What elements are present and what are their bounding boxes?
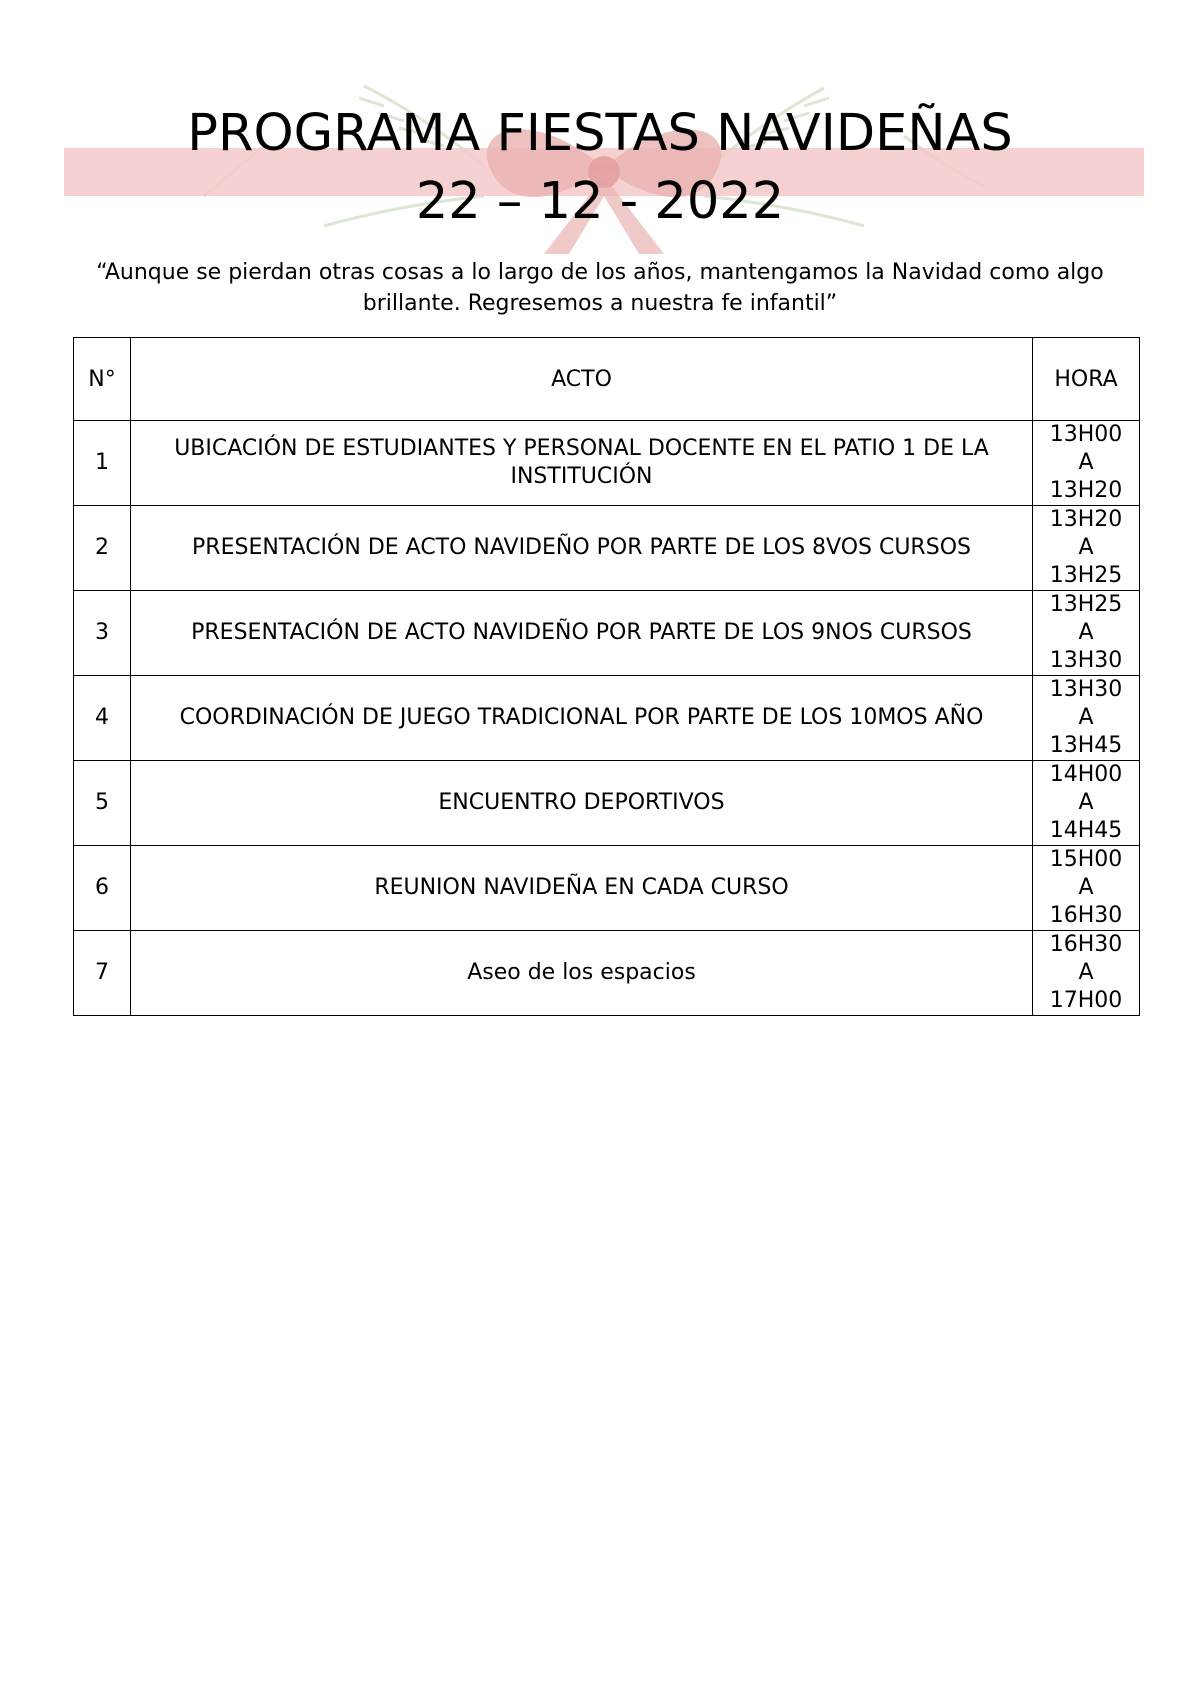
row-acto: Aseo de los espacios (131, 931, 1033, 1016)
row-hora (1033, 506, 1140, 591)
row-num: 6 (74, 846, 131, 931)
table-header-row (74, 338, 1140, 421)
row-acto: UBICACIÓN DE ESTUDIANTES Y PERSONAL DOCENTE EN EL PATIO 1 DE LA INSTITUCIÓN (131, 421, 1033, 506)
hora-start: 13H30 (1049, 677, 1123, 702)
row-hora (1033, 761, 1140, 846)
row-num: 5 (74, 761, 131, 846)
hora-sep: A (1078, 790, 1094, 815)
row-num: 4 (74, 676, 131, 761)
program-table (73, 337, 1140, 1016)
table-row (74, 591, 1140, 676)
hora-start: 15H00 (1049, 847, 1123, 872)
hora-sep: A (1078, 875, 1094, 900)
row-num: 7 (74, 931, 131, 1016)
table-row (74, 761, 1140, 846)
header-hora: HORA (1033, 338, 1140, 421)
hora-sep: A (1078, 705, 1094, 730)
row-hora (1033, 931, 1140, 1016)
table-row (74, 676, 1140, 761)
quote-text: “Aunque se pierdan otras cosas a lo largo de los años, mantengamos la Navidad como algo brillante. Regresemos a nuestra fe infantil” (96, 260, 1104, 316)
row-acto: REUNION NAVIDEÑA EN CADA CURSO (131, 846, 1033, 931)
hora-end: 14H45 (1049, 818, 1123, 843)
table-row (74, 931, 1140, 1016)
hora-sep: A (1078, 535, 1094, 560)
hora-end: 13H20 (1049, 478, 1123, 503)
row-num: 1 (74, 421, 131, 506)
hora-sep: A (1078, 450, 1094, 475)
hora-end: 13H25 (1049, 563, 1123, 588)
hora-start: 13H25 (1049, 592, 1123, 617)
row-hora (1033, 846, 1140, 931)
hora-end: 13H45 (1049, 733, 1123, 758)
title-line-2: 22 – 12 - 2022 (415, 172, 785, 231)
hora-sep: A (1078, 620, 1094, 645)
hora-start: 13H20 (1049, 507, 1123, 532)
hora-end: 17H00 (1049, 988, 1123, 1013)
row-num: 2 (74, 506, 131, 591)
table-row (74, 506, 1140, 591)
row-hora (1033, 591, 1140, 676)
page-title (0, 100, 1200, 236)
hora-end: 13H30 (1049, 648, 1123, 673)
header-acto: ACTO (131, 338, 1033, 421)
hora-start: 13H00 (1049, 422, 1123, 447)
hora-sep: A (1078, 960, 1094, 985)
row-acto: PRESENTACIÓN DE ACTO NAVIDEÑO POR PARTE DE LOS 8VOS CURSOS (131, 506, 1033, 591)
row-acto: PRESENTACIÓN DE ACTO NAVIDEÑO POR PARTE DE LOS 9NOS CURSOS (131, 591, 1033, 676)
table-row (74, 421, 1140, 506)
hora-start: 16H30 (1049, 932, 1123, 957)
row-acto: COORDINACIÓN DE JUEGO TRADICIONAL POR PARTE DE LOS 10MOS AÑO (131, 676, 1033, 761)
hora-end: 16H30 (1049, 903, 1123, 928)
row-acto: ENCUENTRO DEPORTIVOS (131, 761, 1033, 846)
hora-start: 14H00 (1049, 762, 1123, 787)
row-hora (1033, 676, 1140, 761)
table-row (74, 846, 1140, 931)
row-hora (1033, 421, 1140, 506)
header-num: N° (74, 338, 131, 421)
row-num: 3 (74, 591, 131, 676)
title-line-1: PROGRAMA FIESTAS NAVIDEÑAS (187, 104, 1013, 163)
